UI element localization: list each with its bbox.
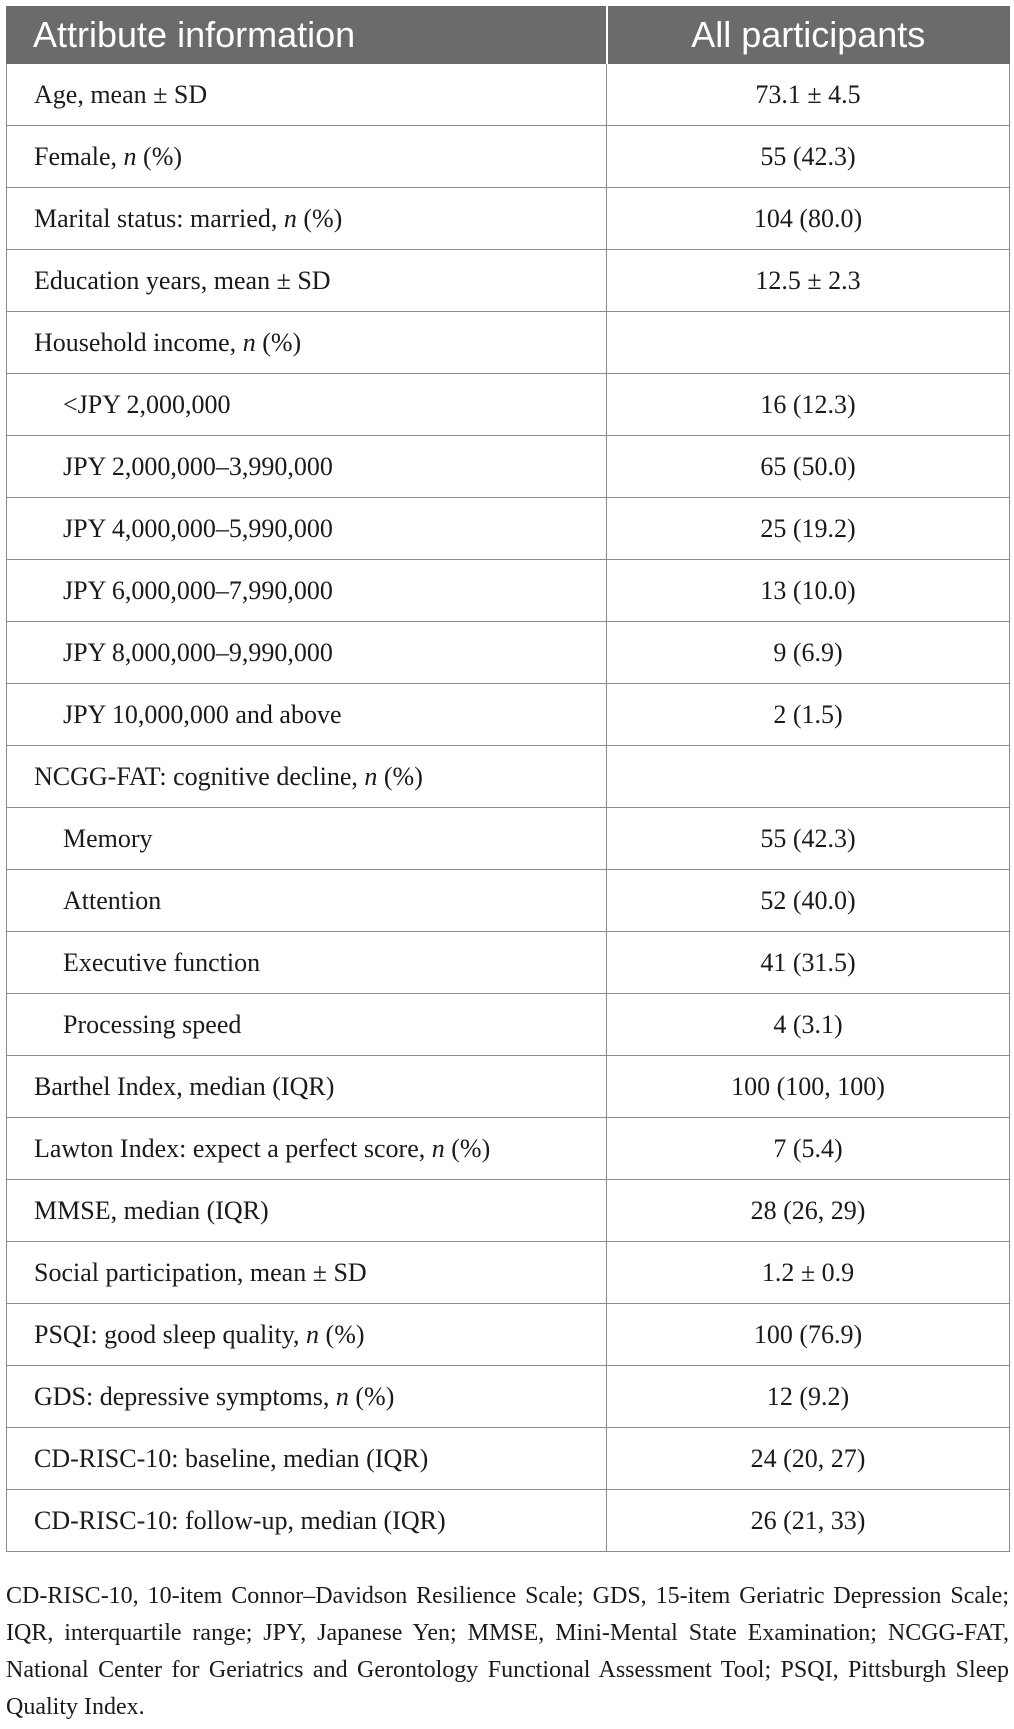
- row-label: [7, 126, 607, 188]
- row-label-italic: n: [123, 141, 137, 171]
- row-label-text: Age, mean ± SD: [34, 79, 208, 109]
- row-label-italic: n: [283, 203, 297, 233]
- row-label-text: Household income,: [34, 327, 243, 357]
- table-body: [7, 64, 1010, 1552]
- row-value: 41 (31.5): [607, 932, 1010, 994]
- row-label: [7, 498, 607, 560]
- table-row: [7, 1366, 1010, 1428]
- row-value: 24 (20, 27): [607, 1428, 1010, 1490]
- row-label: [7, 746, 607, 808]
- table-row: [7, 1428, 1010, 1490]
- row-label-suffix: (%): [136, 141, 183, 171]
- row-label: [7, 374, 607, 436]
- row-label-text: MMSE, median (IQR): [34, 1195, 269, 1225]
- row-label-text: Education years, mean ± SD: [34, 265, 331, 295]
- participant-characteristics-table: [6, 6, 1010, 1552]
- table-row: [7, 312, 1010, 374]
- row-value: 100 (76.9): [607, 1304, 1010, 1366]
- row-label-italic: n: [335, 1381, 349, 1411]
- row-label-text: JPY 2,000,000–3,990,000: [63, 451, 333, 481]
- table-row: [7, 684, 1010, 746]
- row-label: [7, 684, 607, 746]
- row-label: [7, 312, 607, 374]
- table-row: [7, 994, 1010, 1056]
- row-label-italic: n: [306, 1319, 320, 1349]
- table-footnote: CD-RISC-10, 10-item Connor–Davidson Resilience Scale; GDS, 15-item Geriatric Depression Scale; IQR, interquartile range; JPY, Japanese Yen; MMSE, Mini-Mental State Examination; NCGG-FAT, National Center for Geriatrics and Gerontology Functional Assessment Tool; PSQI, Pittsburgh Sleep Quality Index.: [6, 1583, 1009, 1720]
- table-row: [7, 870, 1010, 932]
- row-value: 26 (21, 33): [607, 1490, 1010, 1552]
- table-row: [7, 622, 1010, 684]
- row-label: [7, 1490, 607, 1552]
- row-value: 52 (40.0): [607, 870, 1010, 932]
- row-label-text: JPY 10,000,000 and above: [63, 699, 342, 729]
- header-row: [7, 7, 1010, 64]
- row-value: 28 (26, 29): [607, 1180, 1010, 1242]
- row-label-text: NCGG-FAT: cognitive decline,: [34, 761, 365, 791]
- row-value: 1.2 ± 0.9: [607, 1242, 1010, 1304]
- row-value: 16 (12.3): [607, 374, 1010, 436]
- row-value: 12 (9.2): [607, 1366, 1010, 1428]
- row-value: 2 (1.5): [607, 684, 1010, 746]
- row-label-suffix: (%): [348, 1381, 395, 1411]
- row-label: [7, 932, 607, 994]
- table-row: [7, 250, 1010, 312]
- row-value: 73.1 ± 4.5: [607, 64, 1010, 126]
- table-row: [7, 1118, 1010, 1180]
- row-label-italic: n: [364, 761, 378, 791]
- row-value: 7 (5.4): [607, 1118, 1010, 1180]
- row-label-italic: n: [431, 1133, 445, 1163]
- row-label-suffix: (%): [377, 761, 423, 791]
- table-row: [7, 1304, 1010, 1366]
- table-row: [7, 746, 1010, 808]
- row-value: 12.5 ± 2.3: [607, 250, 1010, 312]
- row-label: [7, 64, 607, 126]
- row-label: [7, 622, 607, 684]
- row-label-suffix: (%): [255, 327, 302, 357]
- row-label: [7, 250, 607, 312]
- row-label: [7, 1428, 607, 1490]
- row-label-text: Memory: [63, 823, 153, 853]
- row-value: 25 (19.2): [607, 498, 1010, 560]
- row-label-text: CD-RISC-10: follow-up, median (IQR): [34, 1505, 446, 1535]
- row-label-suffix: (%): [444, 1133, 491, 1163]
- row-value: 65 (50.0): [607, 436, 1010, 498]
- row-label: [7, 870, 607, 932]
- table-row: [7, 436, 1010, 498]
- row-label: [7, 1242, 607, 1304]
- row-value: [607, 746, 1010, 808]
- row-label-text: JPY 4,000,000–5,990,000: [63, 513, 333, 543]
- row-label-text: Processing speed: [63, 1009, 242, 1039]
- table-row: [7, 1490, 1010, 1552]
- row-label: [7, 436, 607, 498]
- row-label-italic: n: [242, 327, 256, 357]
- table-row: [7, 932, 1010, 994]
- row-label-text: Attention: [63, 885, 162, 915]
- row-value: 13 (10.0): [607, 560, 1010, 622]
- row-label-suffix: (%): [296, 203, 343, 233]
- row-label-text: Executive function: [63, 947, 261, 977]
- row-value: [607, 312, 1010, 374]
- table-row: [7, 808, 1010, 870]
- header-all-participants: All participants: [607, 7, 1010, 64]
- row-label: [7, 1366, 607, 1428]
- row-label: [7, 188, 607, 250]
- row-label-text: Lawton Index: expect a perfect score,: [34, 1133, 432, 1163]
- row-value: 104 (80.0): [607, 188, 1010, 250]
- row-label: [7, 1180, 607, 1242]
- row-label: [7, 994, 607, 1056]
- table-row: [7, 64, 1010, 126]
- table-row: [7, 1242, 1010, 1304]
- row-label-text: <JPY 2,000,000: [63, 389, 231, 419]
- row-value: 55 (42.3): [607, 808, 1010, 870]
- row-label: [7, 1304, 607, 1366]
- table-row: [7, 498, 1010, 560]
- row-label-text: CD-RISC-10: baseline, median (IQR): [34, 1443, 429, 1473]
- row-label: [7, 1118, 607, 1180]
- row-value: 4 (3.1): [607, 994, 1010, 1056]
- table-row: [7, 1056, 1010, 1118]
- table-row: [7, 126, 1010, 188]
- row-value: 100 (100, 100): [607, 1056, 1010, 1118]
- row-label: [7, 808, 607, 870]
- row-label-text: Female,: [34, 141, 124, 171]
- row-label-suffix: (%): [319, 1319, 365, 1349]
- table-header: [7, 7, 1010, 64]
- row-value: 9 (6.9): [607, 622, 1010, 684]
- table-row: [7, 374, 1010, 436]
- row-label-text: JPY 8,000,000–9,990,000: [63, 637, 333, 667]
- table-row: [7, 188, 1010, 250]
- row-label: [7, 1056, 607, 1118]
- table-row: [7, 560, 1010, 622]
- row-label-text: Barthel Index, median (IQR): [34, 1071, 335, 1101]
- row-label-text: GDS: depressive symptoms,: [34, 1381, 336, 1411]
- row-label: [7, 560, 607, 622]
- table-row: [7, 1180, 1010, 1242]
- row-label-text: PSQI: good sleep quality,: [34, 1319, 307, 1349]
- header-attribute-information: Attribute information: [7, 7, 607, 64]
- row-label-text: Marital status: married,: [34, 203, 284, 233]
- row-value: 55 (42.3): [607, 126, 1010, 188]
- row-label-text: Social participation, mean ± SD: [34, 1257, 367, 1287]
- row-label-text: JPY 6,000,000–7,990,000: [63, 575, 333, 605]
